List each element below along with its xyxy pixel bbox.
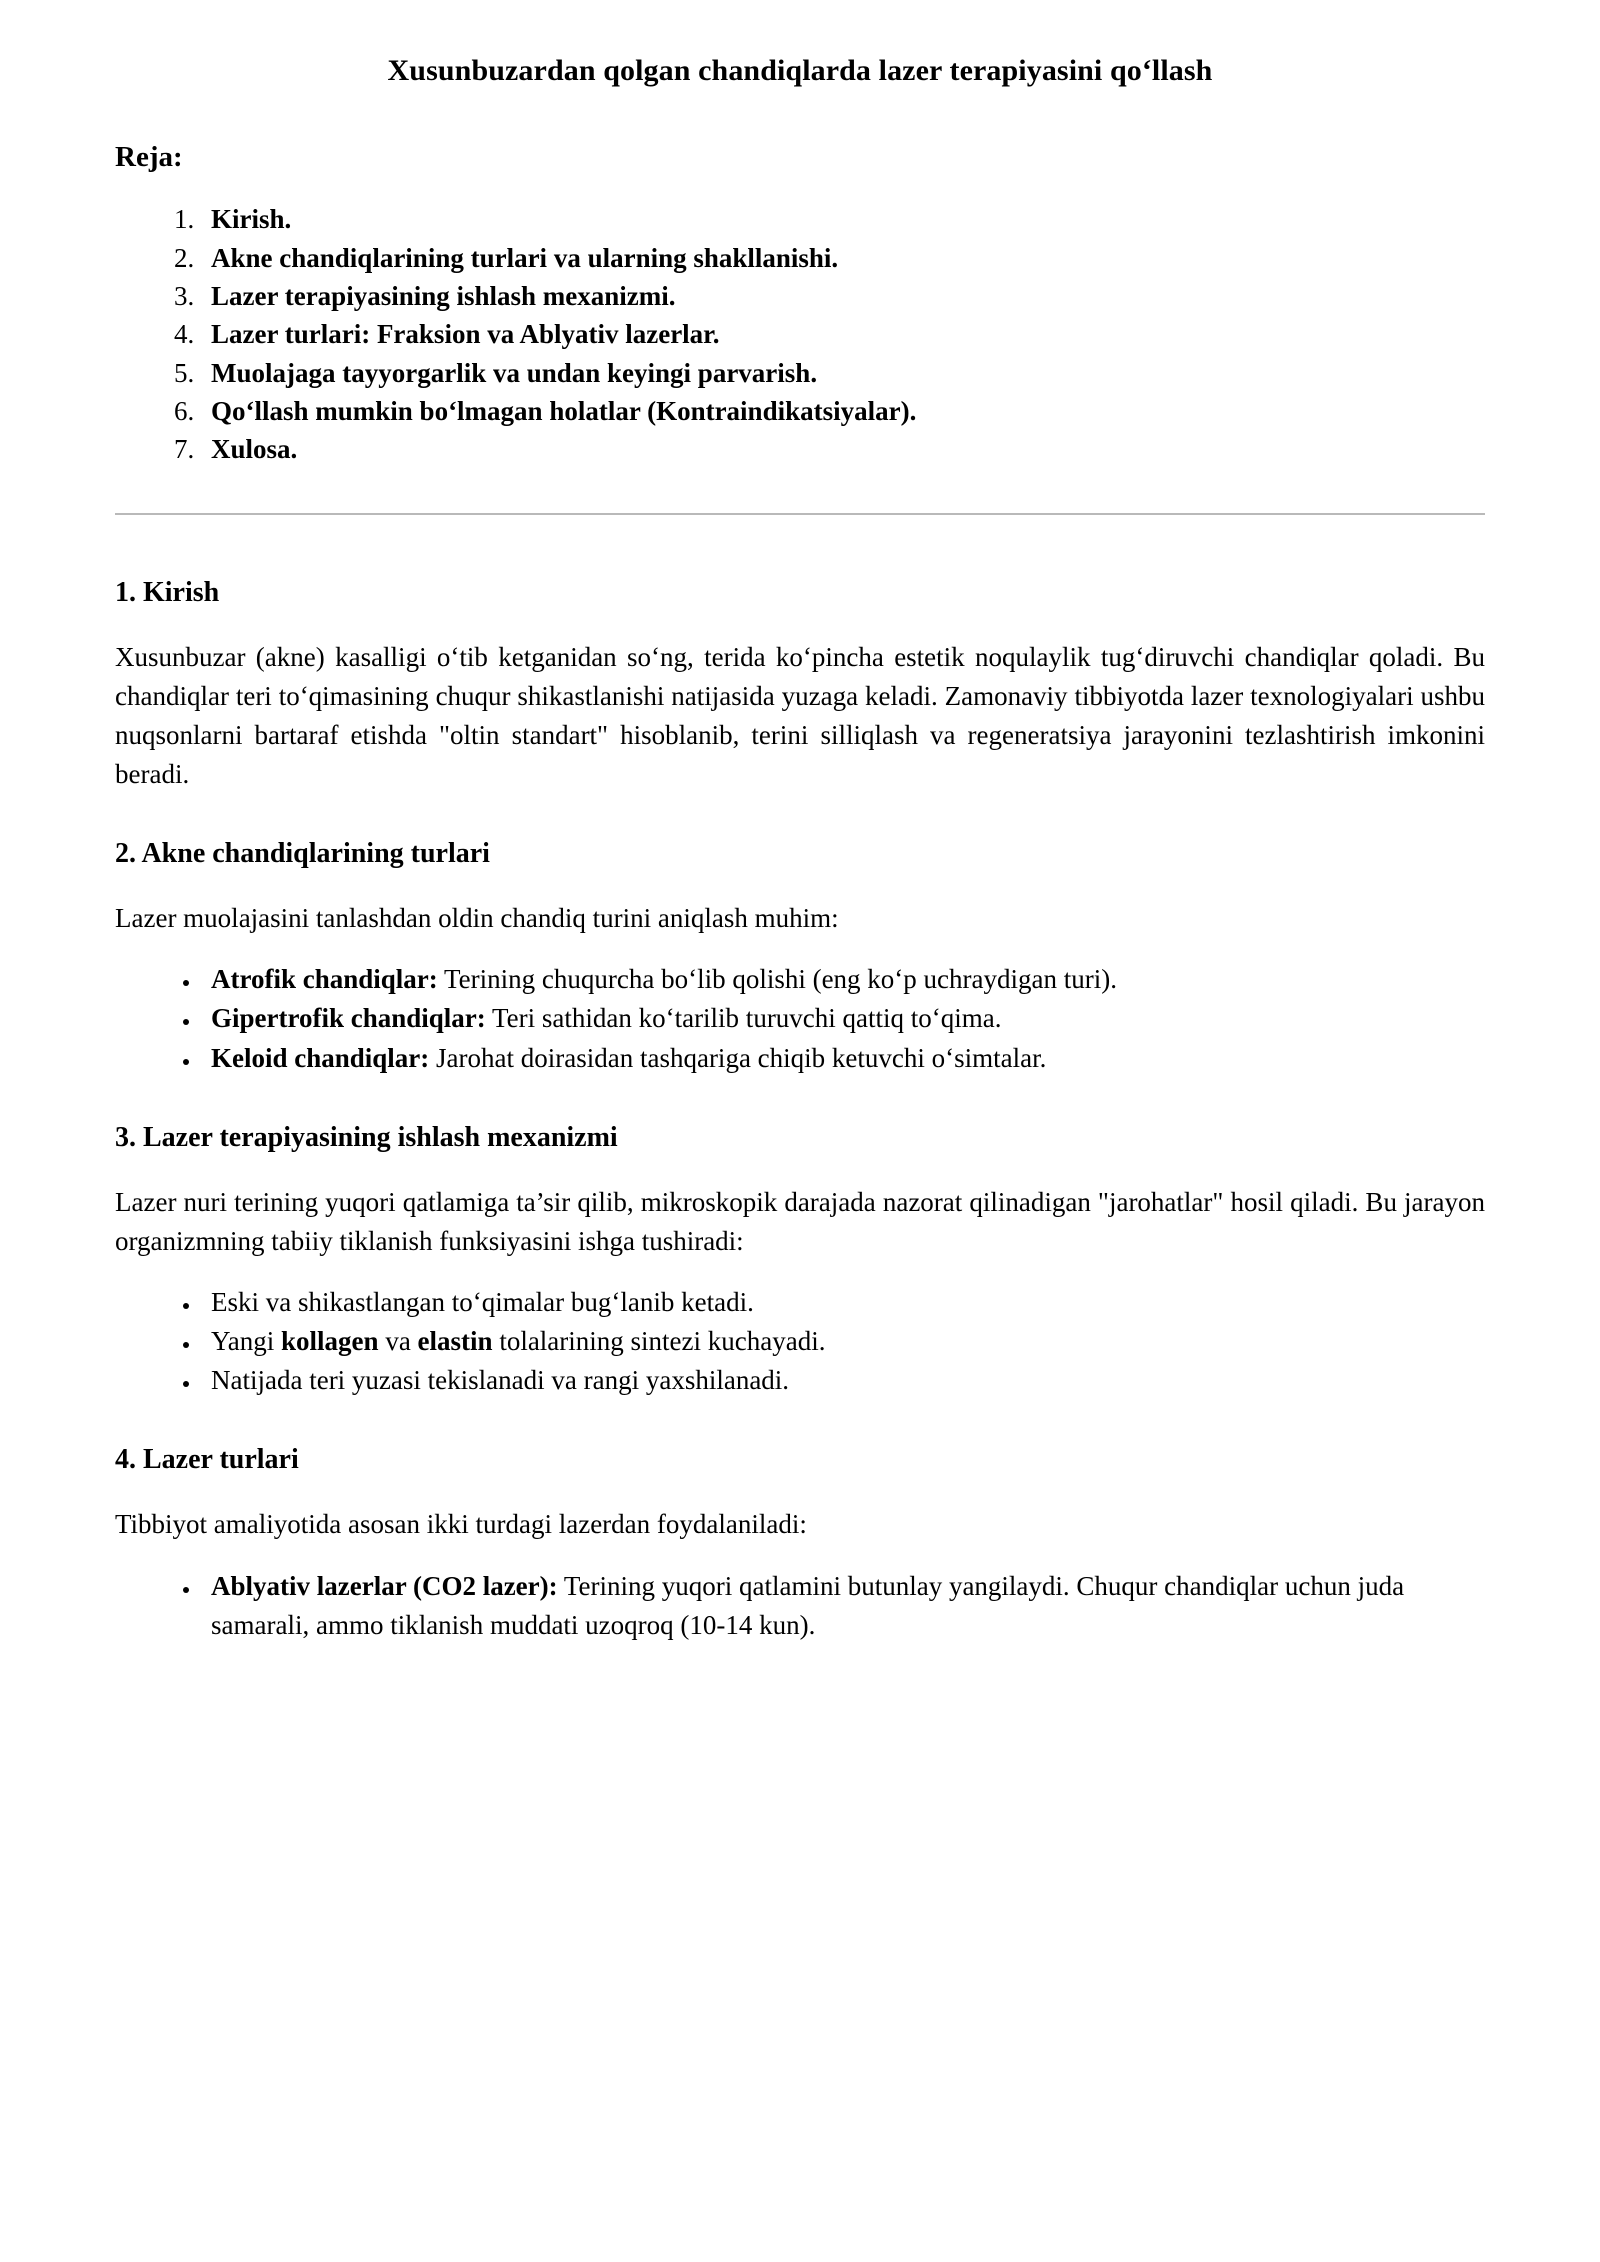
- list-item-text: Terining chuqurcha bo‘lib qolishi (eng ko‘p uchraydigan turi).: [437, 964, 1117, 995]
- list-item: 7. Xulosa.: [201, 430, 1485, 468]
- paragraph-turlari-lead: Lazer muolajasini tanlashdan oldin chandiq turini aniqlash muhim:: [115, 903, 839, 934]
- section-heading-mexanizm: 3. Lazer terapiyasining ishlash mexanizmi: [115, 1121, 618, 1153]
- list-item: [201, 1039, 1485, 1078]
- list-item: [201, 1361, 1485, 1400]
- list-item-text: Yangi: [211, 1326, 282, 1357]
- list-item-emphasis: elastin: [417, 1326, 493, 1357]
- plan-label: Reja:: [115, 140, 183, 173]
- bullet-list-turlari: [115, 960, 1485, 1077]
- page-title: Xusunbuzardan qolgan chandiqlarda lazer terapiyasini qo‘llash: [387, 54, 1213, 87]
- list-item: 6. Qo‘llash mumkin bo‘lmagan holatlar (Kontraindikatsiyalar).: [201, 392, 1485, 430]
- list-item: [201, 960, 1485, 999]
- bullet-list-mexanizm: [115, 1283, 1485, 1400]
- list-item-text: Teri sathidan ko‘tarilib turuvchi qattiq to‘qima.: [485, 1003, 1002, 1034]
- list-item: 1. Kirish.: [201, 200, 1485, 238]
- list-item: 5. Muolajaga tayyorgarlik va undan keyingi parvarish.: [201, 354, 1485, 392]
- bullet-list-lazer-turlari: [115, 1567, 1485, 1645]
- section-heading-lazer-turlari: 4. Lazer turlari: [115, 1444, 299, 1476]
- list-item: 4. Lazer turlari: Fraksion va Ablyativ lazerlar.: [201, 315, 1485, 353]
- list-item: 2. Akne chandiqlarining turlari va ularning shakllanishi.: [201, 239, 1485, 277]
- list-item-term: Atrofik chandiqlar:: [211, 964, 438, 995]
- section-heading-turlari: 2. Akne chandiqlarining turlari: [115, 838, 490, 870]
- list-item: 3. Lazer terapiyasining ishlash mexanizmi.: [201, 277, 1485, 315]
- paragraph-lazer-turlari-lead: Tibbiyot amaliyotida asosan ikki turdagi lazerdan foydalaniladi:: [115, 1509, 807, 1540]
- section-heading-kirish: 1. Kirish: [115, 576, 220, 608]
- section-divider: [115, 513, 1485, 515]
- list-item: [201, 1322, 1485, 1361]
- list-item: [201, 999, 1485, 1038]
- list-item-text: Terining yuqori qatlamini butunlay yangilaydi. Chuqur chandiqlar uchun juda samarali, ammo tiklanish muddati uzoqroq (10-14 kun).: [211, 1570, 1405, 1640]
- list-item: [201, 1567, 1485, 1645]
- list-item-term: Ablyativ lazerlar (CO2 lazer):: [211, 1570, 558, 1601]
- list-item-text: Jarohat doirasidan tashqariga chiqib ketuvchi o‘simtalar.: [429, 1042, 1047, 1073]
- plan-list: [115, 200, 1485, 468]
- list-item-text: Eski va shikastlangan to‘qimalar bug‘lanib ketadi.: [211, 1287, 754, 1317]
- list-item-term: Keloid chandiqlar:: [211, 1042, 430, 1073]
- list-item: [201, 1283, 1485, 1322]
- list-item-text: Natijada teri yuzasi tekislanadi va rangi yaxshilanadi.: [211, 1365, 790, 1396]
- paragraph-mexanizm: Lazer nuri terining yuqori qatlamiga ta’sir qilib, mikroskopik darajada nazorat qilinadigan "jarohatlar" hosil qiladi. Bu jarayon organizmning tabiiy tiklanish funksiyasini ishga tushiradi:: [115, 1186, 1485, 1256]
- list-item-term: Gipertrofik chandiqlar:: [211, 1003, 486, 1034]
- list-item-text: va: [378, 1326, 418, 1357]
- paragraph-kirish: Xusunbuzar (akne) kasalligi o‘tib ketganidan so‘ng, terida ko‘pincha estetik noqulaylik tug‘diruvchi chandiqlar qoladi. Bu chandiqlar teri to‘qimasining chuqur shikastlanishi natijasida yuzaga keladi. Zamonaviy tibbiyotda lazer texnologiyalari ushbu nuqsonlarni bartaraf etishda "oltin standart" hisoblanib, terini silliqlash va regeneratsiya jarayonini tezlashtirish imkonini beradi.: [115, 641, 1485, 790]
- list-item-text: tolalarining sintezi kuchayadi.: [492, 1326, 826, 1357]
- list-item-emphasis: kollagen: [281, 1326, 379, 1357]
